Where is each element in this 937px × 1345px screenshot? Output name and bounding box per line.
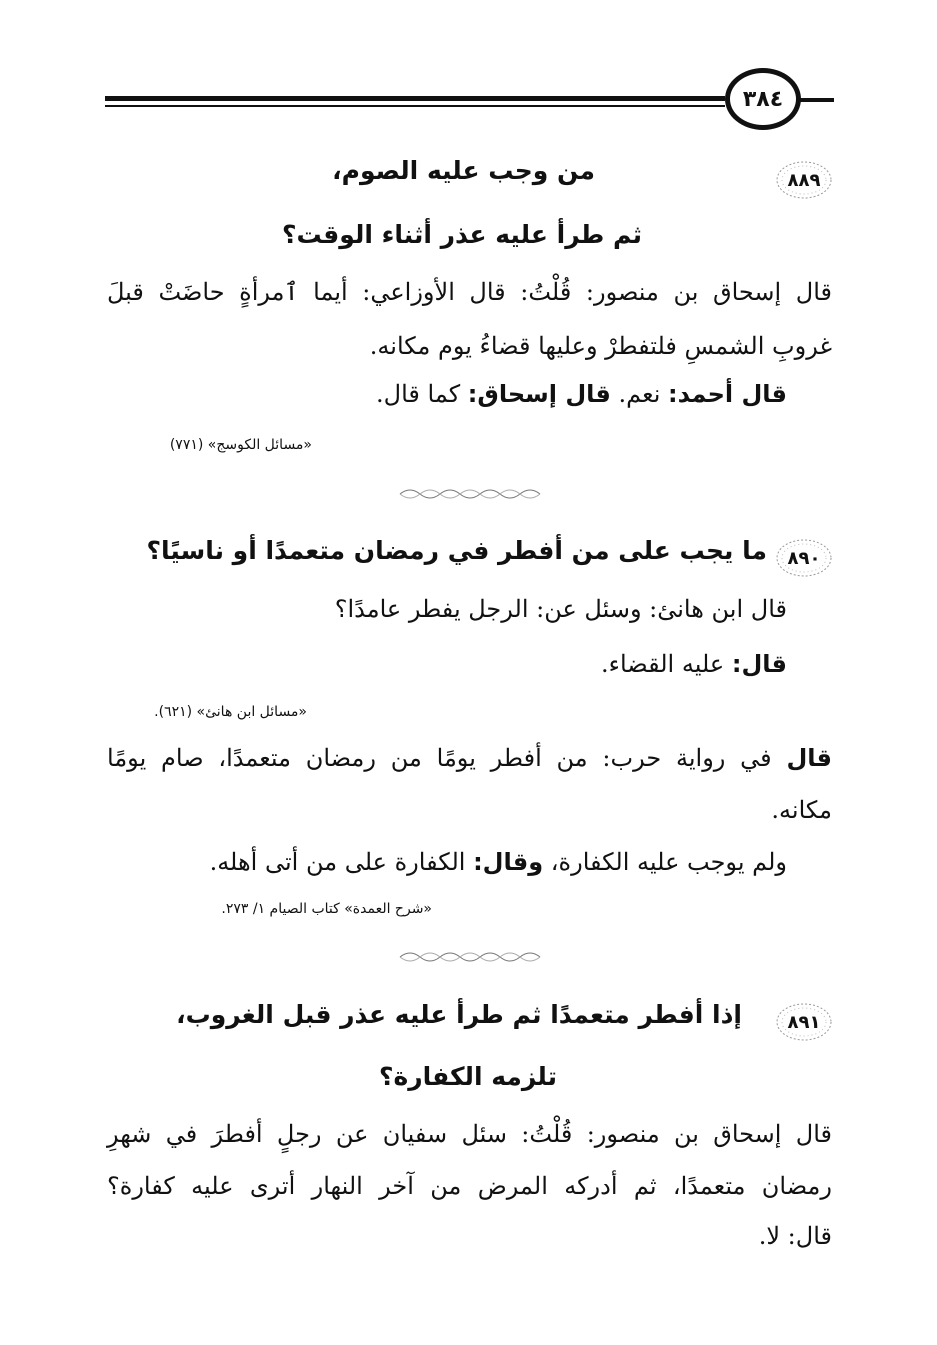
section-number: ٨٩١: [787, 1011, 821, 1033]
answer-text: كما قال.: [376, 380, 468, 408]
speaker-lead: قال إسحاق:: [467, 380, 611, 408]
paragraph-line: رمضان متعمدًا، ثم أدركه المرض من آخر النهار أترى عليه كفارة؟: [107, 1172, 832, 1200]
divider-ornament-icon: [395, 950, 545, 964]
section-heading: من وجب عليه الصوم،: [332, 156, 595, 185]
paragraph-line: قال: لا.: [758, 1222, 832, 1250]
divider-ornament-icon: [395, 487, 545, 501]
section-heading: إذا أفطر متعمدًا ثم طرأ عليه عذر قبل الغروب،: [176, 1000, 742, 1029]
speaker-lead: قال: [786, 744, 832, 772]
speaker-lead: قال أحمد:: [668, 380, 787, 408]
paragraph-line: غروبِ الشمسِ فلتفطرْ وعليها قضاءُ يوم مكانه.: [369, 332, 832, 360]
paragraph-line: [107, 744, 832, 772]
header-rule: [105, 96, 725, 101]
answer-text: الكفارة على من أتى أهله.: [209, 848, 474, 876]
answer-text: عليه القضاء.: [601, 650, 732, 678]
answer-text: نعم.: [610, 380, 669, 408]
paragraph-line: مكانه.: [771, 796, 832, 824]
section-number-badge: [775, 160, 833, 200]
section-number-badge: [775, 538, 833, 578]
source-citation: «مسائل ابن هانئ» (٦٢١).: [154, 704, 307, 720]
section-heading: ثم طرأ عليه عذر أثناء الوقت؟: [281, 220, 642, 249]
section-number-badge: [775, 1002, 833, 1042]
answer-text: ولم يوجب عليه الكفارة،: [543, 848, 787, 876]
section-heading: ما يجب على من أفطر في رمضان متعمدًا أو ناسيًا؟: [146, 536, 767, 565]
source-citation: «شرح العمدة» كتاب الصيام ١/ ٢٧٣.: [221, 901, 432, 917]
section-number: ٨٩٠: [787, 547, 821, 569]
source-citation: «مسائل الكوسج» (٧٧١): [169, 437, 312, 453]
page-number: ٣٨٤: [725, 68, 801, 130]
section-heading: تلزمه الكفارة؟: [378, 1062, 557, 1091]
paragraph-line: [376, 380, 787, 408]
header-rule-thin: [105, 105, 725, 107]
paragraph-line: [210, 848, 787, 876]
answer-text: في رواية حرب: من أفطر يومًا من رمضان متعمدًا، صام يومًا: [107, 744, 787, 772]
paragraph-line: [601, 650, 787, 678]
speaker-lead: قال:: [731, 650, 787, 678]
paragraph-line: قال ابن هانئ: وسئل عن: الرجل يفطر عامدًا؟: [334, 595, 787, 623]
paragraph-line: قال إسحاق بن منصور: قُلْتُ: قال الأوزاعي: أيما ٱمرأةٍ حاضَتْ قبلَ: [107, 278, 832, 306]
speaker-lead: وقال:: [473, 848, 544, 876]
header-rule-right: [800, 98, 834, 102]
paragraph-line: قال إسحاق بن منصور: قُلْتُ: سئل سفيان عن رجلٍ أفطرَ في شهرِ: [107, 1120, 832, 1148]
section-number: ٨٨٩: [787, 169, 821, 191]
